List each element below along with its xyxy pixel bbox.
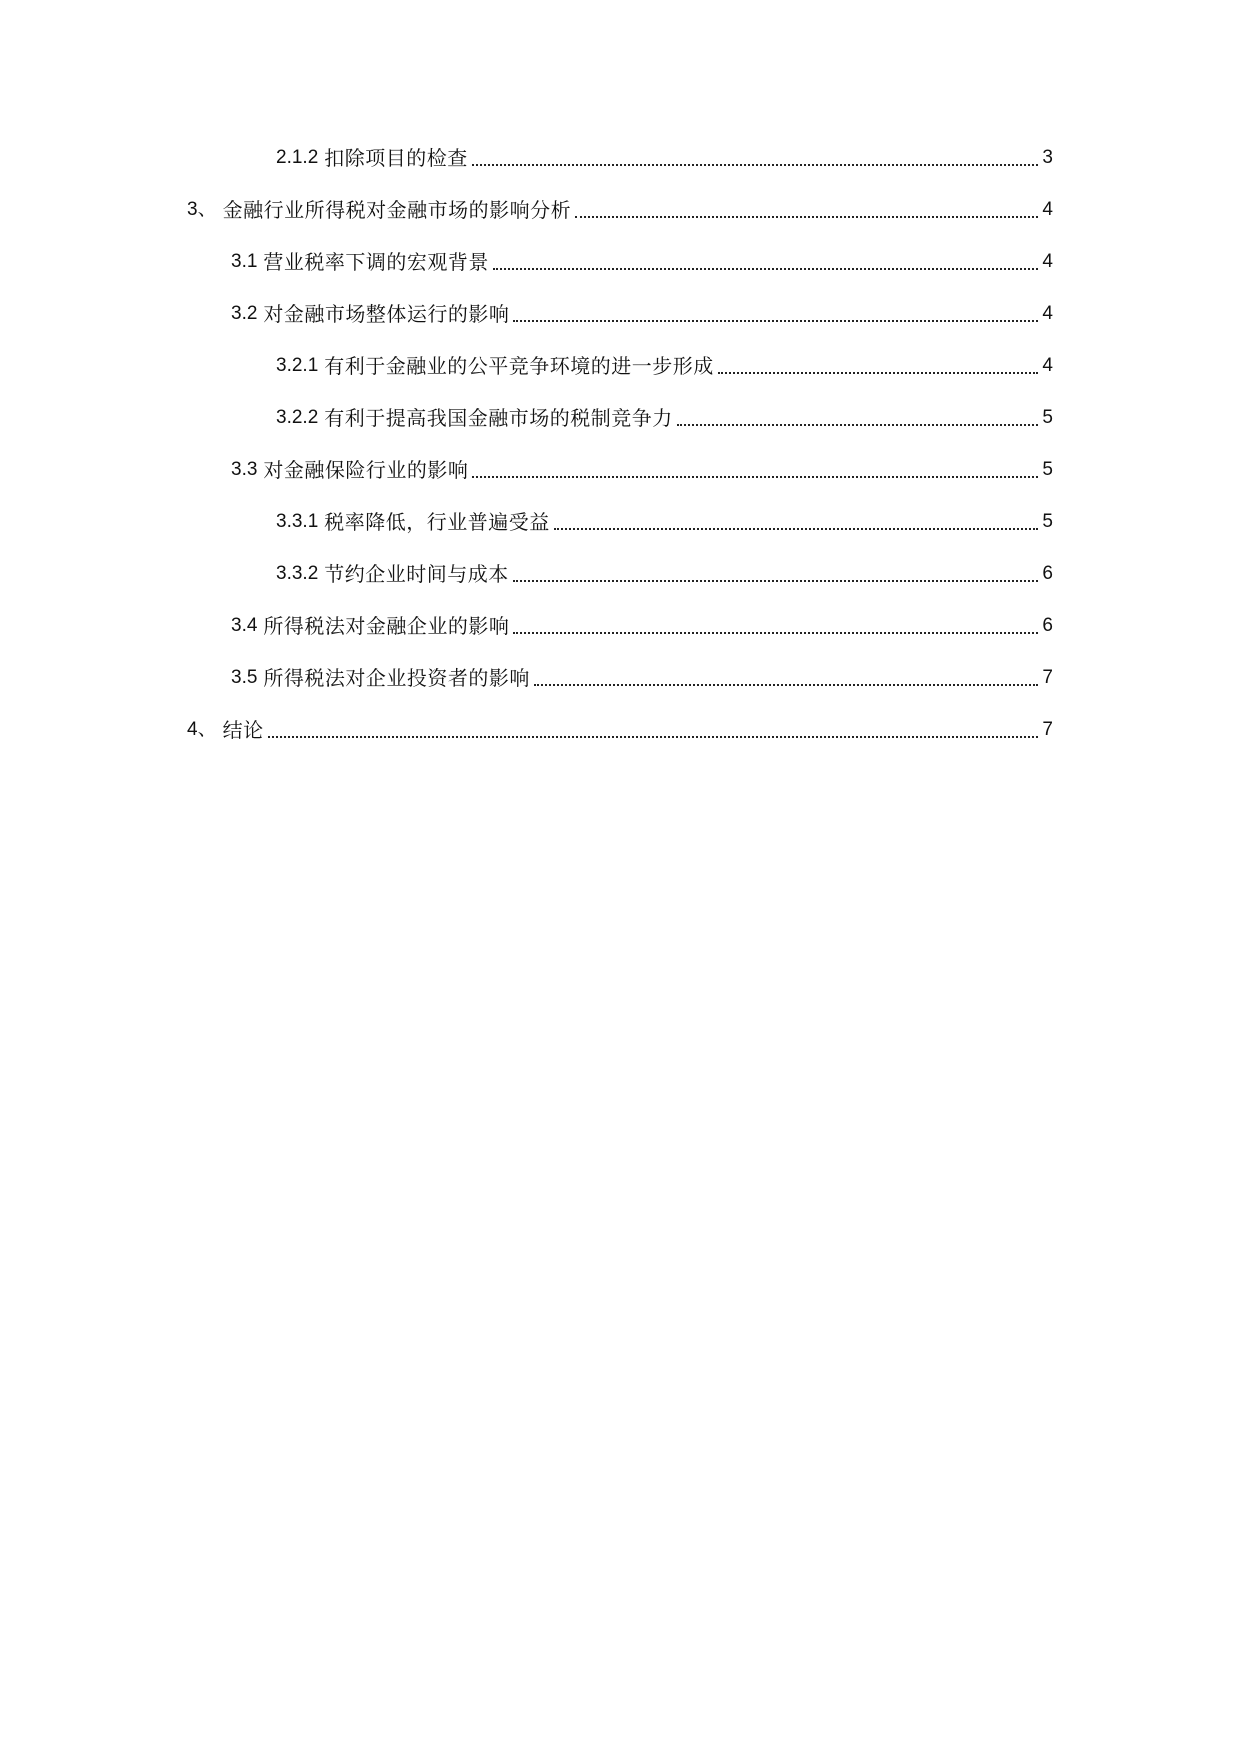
dot-leader [472, 164, 1039, 166]
toc-entry-number: 3、 [187, 199, 217, 220]
toc-entry-2-1-2[interactable] [187, 145, 1053, 171]
toc-entry-number: 3.5 [231, 667, 258, 688]
toc-entry-title: 所得税法对金融企业的影响 [263, 614, 510, 638]
toc-entry-3-4[interactable] [187, 587, 1053, 639]
toc-entry-number: 3.1 [231, 251, 258, 272]
toc-entry-number: 3.2 [231, 303, 258, 324]
toc-entry-3-2-1[interactable] [187, 327, 1053, 379]
toc-entry-page-number: 4 [1042, 199, 1053, 220]
dot-leader [268, 736, 1039, 738]
toc-entry-3-2[interactable] [187, 275, 1053, 327]
toc-entry-number: 3.3.1 [276, 511, 319, 532]
dot-leader [534, 684, 1039, 686]
toc-entry-title: 营业税率下调的宏观背景 [263, 250, 489, 274]
toc-entry-3-2-2[interactable] [187, 379, 1053, 431]
toc-entry-page-number: 6 [1042, 563, 1053, 584]
toc-entry-number: 2.1.2 [276, 147, 319, 168]
toc-entry-4[interactable] [187, 691, 1053, 743]
toc-entry-page-number: 6 [1042, 615, 1053, 636]
dot-leader [493, 268, 1039, 270]
toc-entry-page-number: 7 [1042, 667, 1053, 688]
toc-entry-title: 扣除项目的检查 [324, 146, 468, 170]
toc-entry-page-number: 4 [1042, 251, 1053, 272]
toc-entry-3[interactable] [187, 171, 1053, 223]
toc-entry-page-number: 5 [1042, 407, 1053, 428]
dot-leader [513, 320, 1038, 322]
toc-entry-page-number: 4 [1042, 355, 1053, 376]
table-of-contents [187, 145, 1053, 743]
dot-leader [677, 424, 1039, 426]
toc-entry-number: 3.2.2 [276, 407, 319, 428]
toc-entry-title: 金融行业所得税对金融市场的影响分析 [222, 198, 572, 222]
toc-entry-number: 4、 [187, 719, 217, 740]
toc-entry-3-3-2[interactable] [187, 535, 1053, 587]
toc-entry-number: 3.4 [231, 615, 258, 636]
toc-entry-title: 节约企业时间与成本 [324, 562, 509, 586]
toc-entry-title: 有利于提高我国金融市场的税制竞争力 [324, 406, 673, 430]
dot-leader [718, 372, 1039, 374]
toc-entry-number: 3.3.2 [276, 563, 319, 584]
toc-entry-3-5[interactable] [187, 639, 1053, 691]
toc-entry-title: 所得税法对企业投资者的影响 [263, 666, 530, 690]
toc-entry-page-number: 5 [1042, 511, 1053, 532]
toc-entry-page-number: 5 [1042, 459, 1053, 480]
toc-entry-3-3-1[interactable] [187, 483, 1053, 535]
toc-entry-3-3[interactable] [187, 431, 1053, 483]
toc-entry-page-number: 3 [1042, 147, 1053, 168]
toc-entry-title: 结论 [222, 718, 264, 742]
toc-entry-title: 税率降低，行业普遍受益 [324, 510, 550, 534]
toc-entry-title: 对金融保险行业的影响 [263, 458, 469, 482]
dot-leader [513, 580, 1039, 582]
dot-leader [472, 476, 1038, 478]
toc-entry-page-number: 4 [1042, 303, 1053, 324]
toc-entry-title: 有利于金融业的公平竞争环境的进一步形成 [324, 354, 714, 378]
dot-leader [575, 216, 1038, 218]
dot-leader [554, 528, 1039, 530]
toc-entry-number: 3.3 [231, 459, 258, 480]
toc-entry-number: 3.2.1 [276, 355, 319, 376]
toc-entry-title: 对金融市场整体运行的影响 [263, 302, 510, 326]
toc-entry-3-1[interactable] [187, 223, 1053, 275]
dot-leader [513, 632, 1038, 634]
toc-entry-page-number: 7 [1042, 719, 1053, 740]
